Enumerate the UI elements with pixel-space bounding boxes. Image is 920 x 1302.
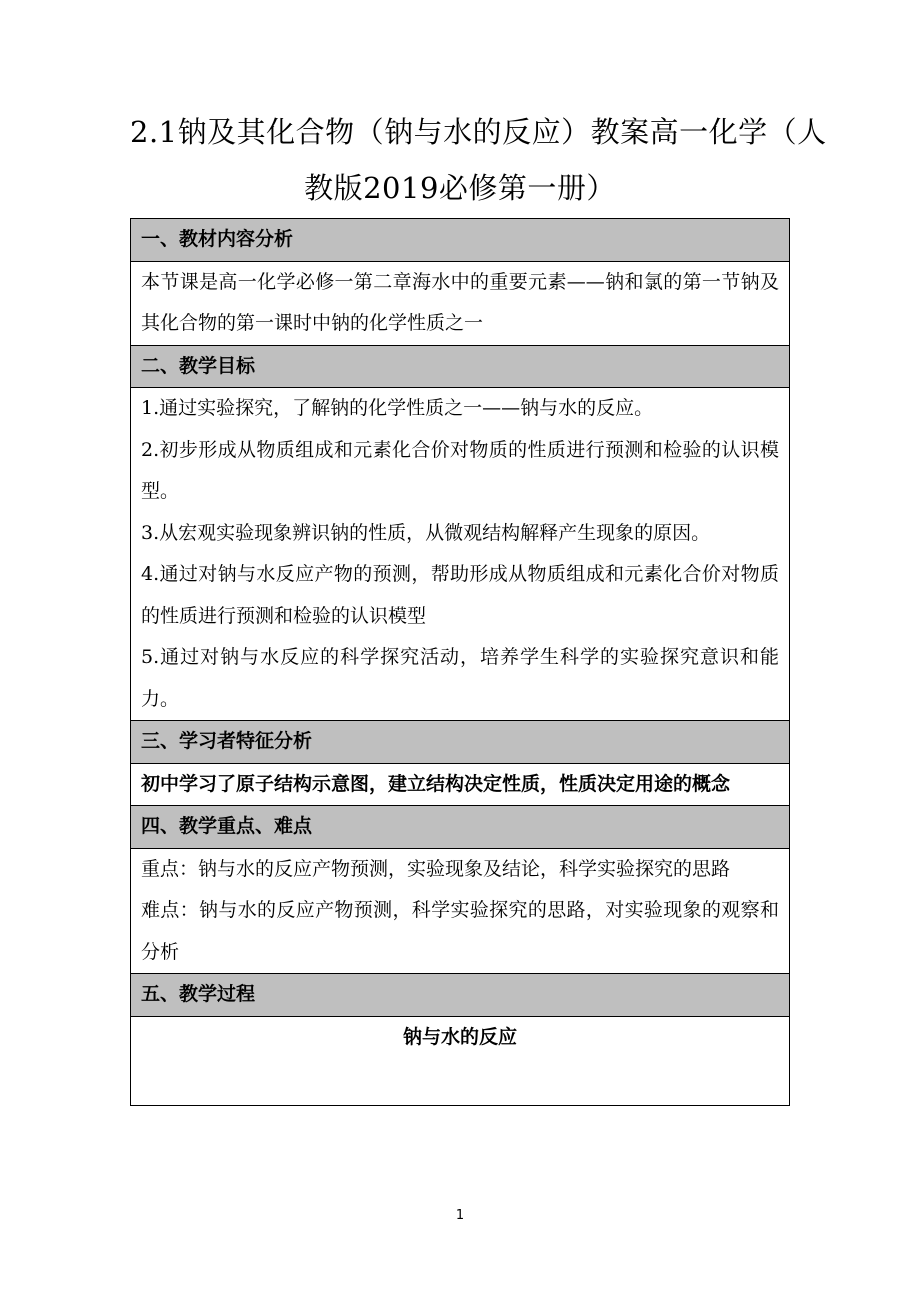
section-1-heading-row [131,219,790,262]
section-2-heading-row [131,345,790,388]
section-body [131,763,790,806]
section-heading: 四、教学重点、难点 [131,806,790,849]
section-heading: 一、教材内容分析 [131,219,790,262]
objective-item: 3.从宏观实验现象辨识钠的性质，从微观结构解释产生现象的原因。 [141,521,711,544]
paragraph: 本节课是高一化学必修一第二章海水中的重要元素——钠和氯的第一节钠及其化合物的第一课时中钠的化学性质之一 [141,270,779,334]
difficult-point: 难点：钠与水的反应产物预测，科学实验探究的思路，对实验现象的观察和分析 [141,899,779,963]
title-line-2: 教版2019必修第一册） [304,171,616,205]
document-title [130,104,827,216]
objective-item: 4.通过对钠与水反应产物的预测，帮助形成从物质组成和元素化合价对物质的性质进行预测和检验的认识模型 [141,563,779,627]
objective-item: 2.初步形成从物质组成和元素化合价对物质的性质进行预测和检验的认识模型。 [141,438,779,502]
section-3-body-row [131,763,790,806]
section-5-heading-row [131,974,790,1017]
section-heading: 二、教学目标 [131,345,790,388]
section-4-body-row [131,848,790,974]
title-line-1: 2.1钠及其化合物（钠与水的反应）教案高一化学（人 [130,115,827,149]
paragraph: 初中学习了原子结构示意图，建立结构决定性质，性质决定用途的概念 [141,772,731,795]
section-body [131,848,790,974]
section-body [131,261,790,345]
objective-item: 5.通过对钠与水反应的科学探究活动，培养学生科学的实验探究意识和能力。 [141,646,779,710]
section-2-body-row [131,388,790,721]
section-1-body-row [131,261,790,345]
section-body [131,388,790,721]
section-4-heading-row [131,806,790,849]
section-heading: 五、教学过程 [131,974,790,1017]
lesson-plan-table [130,218,790,1106]
section-3-heading-row [131,721,790,764]
page-number: 1 [455,1208,465,1223]
section-5-body-row [131,1016,790,1105]
key-point: 重点：钠与水的反应产物预测，实验现象及结论，科学实验探究的思路 [141,857,731,880]
section-heading: 三、学习者特征分析 [131,721,790,764]
process-title: 钠与水的反应 [131,1016,790,1105]
objective-item: 1.通过实验探究，了解钠的化学性质之一——钠与水的反应。 [141,397,654,419]
